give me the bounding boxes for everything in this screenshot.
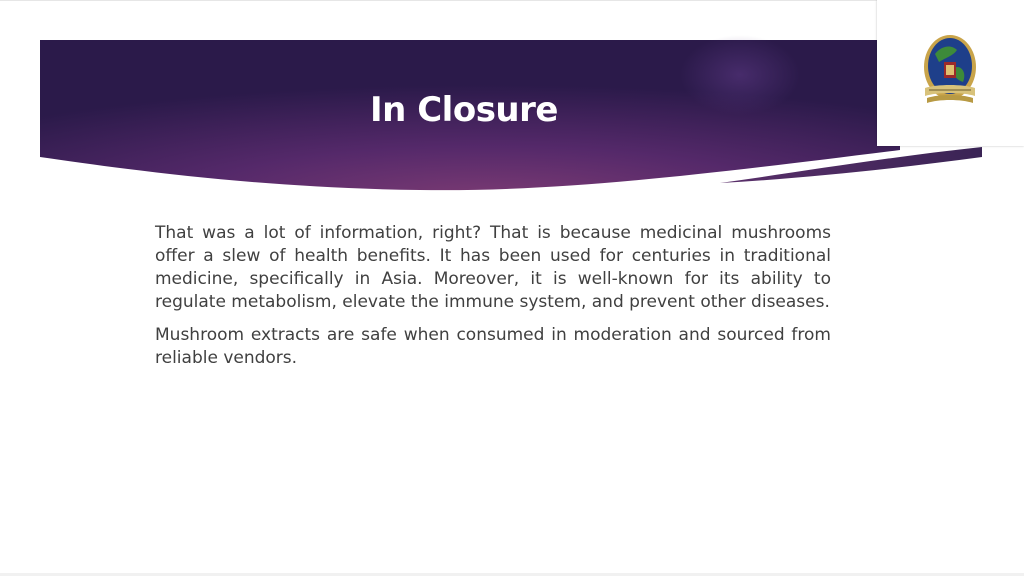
- slide-title: In Closure: [370, 90, 558, 130]
- body-content: [155, 222, 831, 380]
- paragraph-2: Mushroom extracts are safe when consumed in moderation and sourced from reliable vendors.: [155, 325, 831, 368]
- globe-emblem-logo: [917, 32, 983, 112]
- paragraph-1: That was a lot of information, right? That is because medicinal mushrooms offer a slew of health benefits. It has been used for centuries in traditional medicine, specifically in Asia. Moreover, it is well-known for its ability to regulate metabolism, elevate the immune system, and prevent other diseases.: [155, 223, 831, 312]
- logo-panel: [877, 0, 1024, 146]
